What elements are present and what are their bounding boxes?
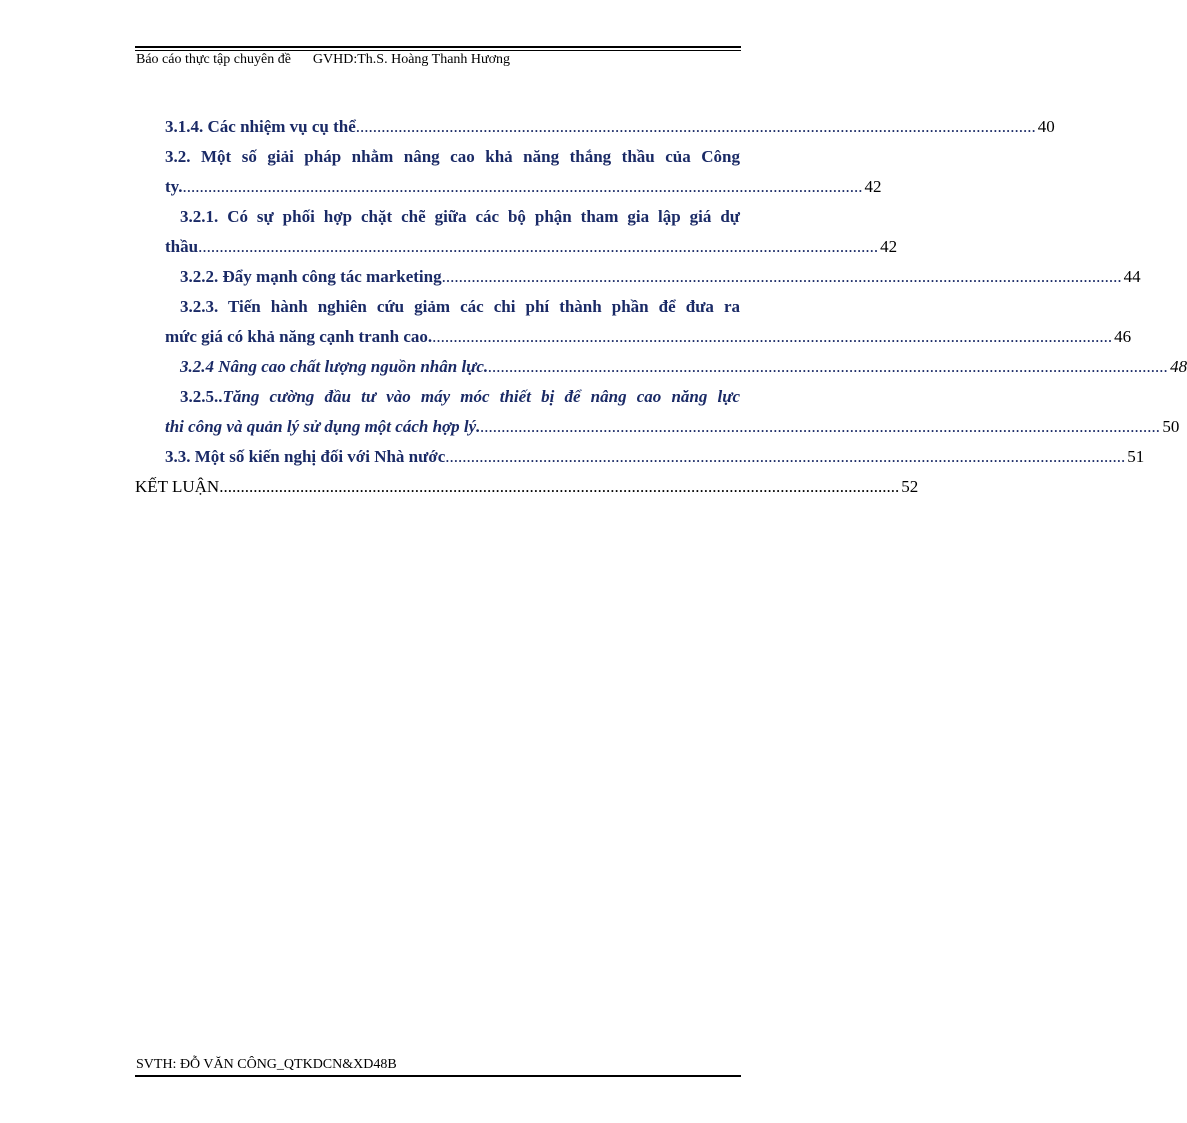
dot-leader: ................................................................................................................................................................ xyxy=(432,327,1113,346)
toc-page-number: 51 xyxy=(1127,447,1145,466)
toc-entry-3-1-4[interactable] xyxy=(135,112,1055,142)
toc-entry-title-line2: ty. xyxy=(165,177,183,196)
toc-entry-3-2-2[interactable] xyxy=(135,262,1141,292)
toc-entry-title-line2: thi công và quản lý sử dụng một cách hợp lý. xyxy=(165,417,481,436)
dot-leader: ................................................................................................................................................................ xyxy=(480,417,1161,436)
toc-entry-title-line2: thầu xyxy=(165,237,199,256)
table-of-contents xyxy=(135,112,1187,502)
toc-entry-title: 3.2.2. Đẩy mạnh công tác marketing xyxy=(180,267,442,286)
dot-leader: ................................................................................................................................................................ xyxy=(445,447,1126,466)
toc-page-number: 48 xyxy=(1170,357,1187,376)
dot-leader: ................................................................................................................................................................ xyxy=(355,117,1036,136)
toc-page-number: 44 xyxy=(1123,267,1141,286)
toc-page-number: 42 xyxy=(880,237,898,256)
toc-page-number: 50 xyxy=(1162,417,1180,436)
header-rule-thick xyxy=(135,46,741,48)
toc-entry-3-3[interactable] xyxy=(135,442,1145,472)
toc-entry-title: 3.2.4 Nâng cao chất lượng nguồn nhân lực. xyxy=(180,357,489,376)
footer-student: SVTH: ĐỖ VĂN CÔNG_QTKDCN&XD48B xyxy=(136,1057,397,1072)
toc-page-number: 42 xyxy=(864,177,882,196)
toc-page-number: 46 xyxy=(1114,327,1132,346)
toc-entry-3-2-5[interactable] xyxy=(135,382,1180,442)
toc-page-number: 52 xyxy=(901,477,919,496)
toc-entry-number: 3.2.5.. xyxy=(180,387,223,406)
dot-leader: ................................................................................................................................................................ xyxy=(441,267,1122,286)
report-title: Báo cáo thực tập chuyên đề xyxy=(136,52,291,67)
toc-entry-3-2-1[interactable] xyxy=(135,202,898,262)
page-header xyxy=(136,52,510,68)
toc-entry-title-line1: 3.2.3. Tiến hành nghiên cứu giảm các chi phí thành phần để đưa ra xyxy=(180,297,740,316)
dot-leader: ................................................................................................................................................................ xyxy=(198,237,879,256)
toc-entry-3-2-4[interactable] xyxy=(135,352,1187,382)
header-rule-thin xyxy=(135,50,741,51)
toc-entry-title: 3.1.4. Các nhiệm vụ cụ thể xyxy=(165,117,356,136)
toc-entry-title: KẾT LUẬN xyxy=(135,477,220,496)
toc-entry-title: 3.3. Một số kiến nghị đối với Nhà nước xyxy=(165,447,446,466)
toc-entry-title-line1: Tăng cường đầu tư vào máy móc thiết bị để nâng cao năng lực xyxy=(222,387,740,406)
dot-leader: ................................................................................................................................................................ xyxy=(219,477,900,496)
advisor-name: GVHD:Th.S. Hoàng Thanh Hương xyxy=(312,52,511,67)
toc-entry-title-line1: 3.2.1. Có sự phối hợp chặt chẽ giữa các bộ phận tham gia lập giá dự xyxy=(180,207,740,226)
dot-leader: ................................................................................................................................................................ xyxy=(488,357,1169,376)
toc-entry-3-2-3[interactable] xyxy=(135,292,1132,352)
toc-entry-3-2[interactable] xyxy=(135,142,882,202)
toc-entry-conclusion[interactable] xyxy=(135,472,919,502)
toc-page-number: 40 xyxy=(1037,117,1055,136)
toc-entry-title-line1: 3.2. Một số giải pháp nhằm nâng cao khả năng thắng thầu của Công xyxy=(165,147,740,166)
dot-leader: ................................................................................................................................................................ xyxy=(182,177,863,196)
toc-entry-title-line2: mức giá có khả năng cạnh tranh cao. xyxy=(165,327,433,346)
footer-rule xyxy=(135,1075,741,1077)
